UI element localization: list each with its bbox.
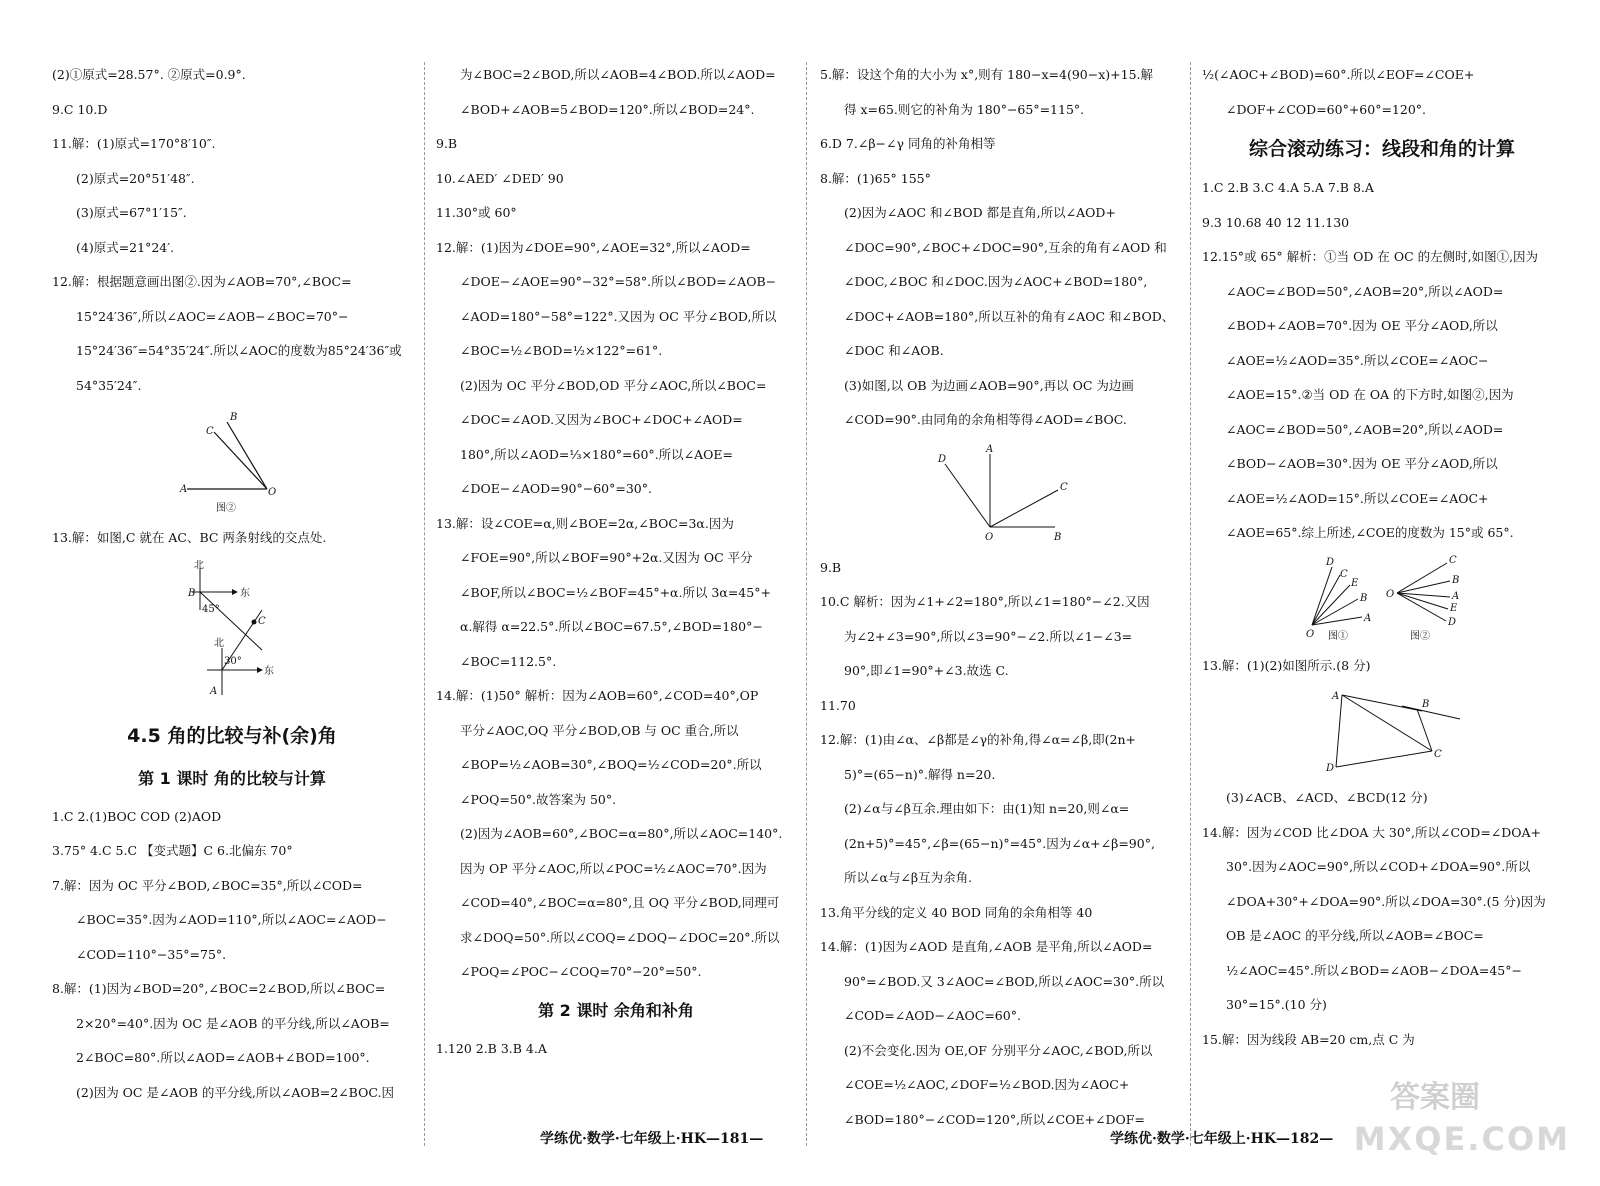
text-line: ½(∠AOC+∠BOD)=60°.所以∠EOF=∠COE+ (1202, 67, 1475, 82)
text-line: ∠BOF,所以∠BOC=½∠BOF=45°+α.所以 3α=45°+ (460, 584, 771, 600)
label-a: A (1332, 691, 1340, 702)
label-b: B (1422, 699, 1430, 710)
column-divider (424, 62, 425, 1146)
text-line: ½∠AOC=45°.所以∠BOD=∠AOB−∠DOA=45°− (1226, 962, 1522, 978)
section-title: 4.5 角的比较与补(余)角 (127, 724, 337, 747)
text-line: 14.解：因为∠COD 比∠DOA 大 30°,所以∠COD=∠DOA+ (1202, 824, 1542, 840)
text-line: 5)°=(65−n)°.解得 n=20. (844, 766, 996, 782)
label-a: A (1364, 612, 1372, 624)
text-line: 9.C 10.D (52, 101, 108, 117)
text-line: 6.D 7.∠β−∠γ 同角的补角相等 (820, 136, 996, 151)
text-line: 10.C 解析：因为∠1+∠2=180°,所以∠1=180°−∠2.又因 (820, 594, 1150, 609)
text-line: 平分∠AOC,OQ 平分∠BOD,OB 与 OC 重合,所以 (460, 722, 739, 738)
text-line: 求∠DOQ=50°.所以∠COQ=∠DOQ−∠DOC=20°.所以 (460, 929, 780, 945)
text-line: ∠BOD−∠AOB=30°.因为 OE 平分∠AOD,所以 (1226, 456, 1498, 471)
text-line: 9.B (820, 559, 842, 575)
text-line: 11.解：(1)原式=170°8′10″. (52, 136, 216, 151)
label-b: B (1360, 592, 1368, 604)
text-line: 因为 OP 平分∠AOC,所以∠POC=½∠AOC=70°.因为 (460, 860, 767, 876)
label-a: A (986, 443, 994, 455)
column-divider (1190, 62, 1191, 1146)
figure-12 (1202, 555, 1562, 645)
label-c: C (1434, 749, 1442, 760)
text-line: ∠POQ=∠POC−∠COQ=70°−20°=50°. (460, 964, 702, 979)
text-line: 10.∠AED′ ∠DED′ 90 (436, 170, 564, 186)
text-line: 11.30°或 60° (436, 205, 517, 220)
text-line: α.解得 α=22.5°.所以∠BOC=67.5°,∠BOD=180°− (460, 619, 763, 634)
text-line: ∠BOD+∠AOB=5∠BOD=120°.所以∠BOD=24°. (460, 101, 755, 117)
text-line: 得 x=65.则它的补角为 180°−65°=115°. (844, 101, 1085, 117)
text-line: 8.解：(1)因为∠BOD=20°,∠BOC=2∠BOD,所以∠BOC= (52, 981, 386, 996)
text-line: ∠AOE=½∠AOD=15°.所以∠COE=∠AOC+ (1226, 490, 1489, 506)
text-line: 2∠BOC=80°.所以∠AOD=∠AOB+∠BOD=100°. (76, 1050, 370, 1065)
text-line: ∠AOE=½∠AOD=35°.所以∠COE=∠AOC− (1226, 352, 1489, 368)
column-3 (820, 58, 1180, 1137)
figure-8 (820, 442, 1180, 547)
text-line: 13.解：设∠COE=α,则∠BOE=2α,∠BOC=3α.因为 (436, 515, 734, 531)
text-line: (2)因为∠AOC 和∠BOD 都是直角,所以∠AOD+ (844, 205, 1116, 220)
label-30: 30° (224, 655, 242, 667)
text-line: 180°,所以∠AOD=⅓×180°=60°.所以∠AOE= (460, 446, 733, 462)
text-line: ∠AOD=180°−58°=122°.又因为 OC 平分∠BOD,所以 (460, 308, 777, 324)
text-line: 15°24′36″,所以∠AOC=∠AOB−∠BOC=70°− (76, 308, 349, 324)
text-line: 3.75° 4.C 5.C 【变式题】C 6.北偏东 70° (52, 843, 293, 858)
figure-caption: 图① (1328, 630, 1348, 642)
text-line: ∠DOC=90°,∠BOC+∠DOC=90°,互余的角有∠AOD 和 (844, 239, 1167, 255)
text-line: (2)因为 OC 平分∠BOD,OD 平分∠AOC,所以∠BOC= (460, 377, 767, 393)
text-line: ∠DOC,∠BOC 和∠DOC.因为∠AOC+∠BOD=180°, (844, 274, 1148, 289)
text-line: 30°.因为∠AOC=90°,所以∠COD+∠DOA=90°.所以 (1226, 859, 1531, 874)
text-line: ∠BOC=112.5°. (460, 653, 557, 669)
text-line: ∠DOE−∠AOE=90°−32°=58°.所以∠BOD=∠AOB− (460, 274, 777, 289)
label-o: O (985, 531, 994, 543)
text-line: (3)如图,以 OB 为边画∠AOB=90°,再以 OC 为边画 (844, 377, 1134, 393)
label-o: O (1306, 628, 1315, 640)
column-divider (806, 62, 807, 1146)
label-c: C (1449, 554, 1457, 566)
text-line: 13.解：(1)(2)如图所示.(8 分) (1202, 657, 1371, 673)
text-line: 为∠BOC=2∠BOD,所以∠AOB=4∠BOD.所以∠AOD= (460, 67, 776, 82)
text-line: ∠COD=40°,∠BOC=α=80°,且 OQ 平分∠BOD,同理可 (460, 895, 780, 910)
watermark-site: MXQE.COM (1353, 1120, 1570, 1158)
label-o: O (268, 487, 277, 498)
label-north-2: 北 (214, 637, 224, 649)
label-45: 45° (202, 603, 220, 615)
text-line: 30°=15°.(10 分) (1226, 997, 1327, 1012)
figure-caption: 图② (216, 503, 236, 514)
text-line: (2)因为∠AOB=60°,∠BOC=α=80°,所以∠AOC=140°. (460, 826, 783, 841)
text-line: (2n+5)°=45°,∠β=(65−n)°=45°.因为∠α+∠β=90°, (844, 835, 1155, 851)
text-line: ∠AOE=15°.②当 OD 在 OA 的下方时,如图②,因为 (1226, 387, 1514, 402)
text-line: 13.角平分线的定义 40 BOD 同角的余角相等 40 (820, 904, 1093, 920)
label-east-1: 东 (240, 587, 250, 599)
text-line: (2)∠α与∠β互余.理由如下：由(1)知 n=20,则∠α= (844, 801, 1130, 816)
text-line: 9.B (436, 136, 458, 151)
figure-2 (52, 407, 412, 517)
text-line: (3)∠ACB、∠ACD、∠BCD(12 分) (1226, 790, 1428, 805)
text-line: ∠DOC 和∠AOB. (844, 343, 944, 358)
label-d: D (938, 453, 947, 465)
text-line: 7.解：因为 OC 平分∠BOD,∠BOC=35°,所以∠COD= (52, 877, 363, 893)
lesson-title: 第 1 课时 角的比较与计算 (138, 768, 326, 788)
text-line: 1.120 2.B 3.B 4.A (436, 1040, 547, 1056)
label-a: A (1452, 590, 1460, 602)
text-line: 12.解：(1)因为∠DOE=90°,∠AOE=32°,所以∠AOD= (436, 239, 751, 255)
label-c: C (1340, 568, 1348, 580)
text-line: ∠BOD=180°−∠COD=120°,所以∠COE+∠DOF= (844, 1111, 1145, 1127)
text-line: 1.C 2.B 3.C 4.A 5.A 7.B 8.A (1202, 180, 1374, 195)
text-line: (2)因为 OC 是∠AOB 的平分线,所以∠AOB=2∠BOC.因 (76, 1084, 394, 1100)
text-line: 所以∠α与∠β互为余角. (844, 870, 973, 885)
text-line: ∠DOC+∠AOB=180°,所以互补的角有∠AOC 和∠BOD、 (844, 308, 1175, 324)
page-footer-left: 学练优·数学·七年级上·HK—181— (540, 1131, 764, 1147)
text-line: 12.15°或 65° 解析：①当 OD 在 OC 的左侧时,如图①,因为 (1202, 249, 1539, 264)
text-line: (2)不会变化.因为 OE,OF 分别平分∠AOC,∠BOD,所以 (844, 1042, 1153, 1058)
text-line: ∠COD=90°.由同角的余角相等得∠AOD=∠BOC. (844, 412, 1127, 427)
section-title: 综合滚动练习：线段和角的计算 (1248, 138, 1515, 160)
text-line: OB 是∠AOC 的平分线,所以∠AOB=∠BOC= (1226, 928, 1484, 943)
text-line: 12.解：根据题意画出图②.因为∠AOB=70°,∠BOC= (52, 274, 352, 289)
label-c: C (258, 615, 266, 627)
text-line: ∠DOE−∠AOD=90°−60°=30°. (460, 481, 652, 496)
text-line: ∠AOC=∠BOD=50°,∠AOB=20°,所以∠AOD= (1226, 421, 1504, 437)
label-d: D (1448, 616, 1457, 628)
figure-caption: 图② (1410, 630, 1430, 642)
text-line: ∠DOA+30°+∠DOA=90°.所以∠DOA=30°.(5 分)因为 (1226, 893, 1546, 909)
text-line: 13.解：如图,C 就在 AC、BC 两条射线的交点处. (52, 530, 327, 545)
text-line: 8.解：(1)65° 155° (820, 170, 931, 186)
text-line: ∠AOE=65°.综上所述,∠COE的度数为 15°或 65°. (1226, 525, 1514, 540)
figure-13 (1202, 687, 1562, 777)
text-line: 90°,即∠1=90°+∠3.故选 C. (844, 663, 1009, 678)
label-east-2: 东 (264, 665, 274, 677)
label-e: E (1450, 602, 1458, 614)
label-c: C (1060, 481, 1068, 493)
text-line: (2)①原式=28.57°. ②原式=0.9°. (52, 67, 246, 82)
text-line: ∠COD=110°−35°=75°. (76, 946, 227, 962)
label-a: A (210, 685, 218, 697)
text-line: (4)原式=21°24′. (76, 239, 175, 255)
text-line: ∠DOC=∠AOD.又因为∠BOC+∠DOC+∠AOD= (460, 412, 743, 427)
text-line: ∠COD=∠AOD−∠AOC=60°. (844, 1008, 1021, 1023)
figure-13-direction (52, 560, 412, 710)
page-footer-right: 学练优·数学·七年级上·HK—182— (1110, 1131, 1334, 1147)
label-a: A (180, 484, 188, 495)
text-line: ∠BOC=35°.因为∠AOD=110°,所以∠AOC=∠AOD− (76, 912, 387, 927)
label-b: B (230, 412, 238, 423)
text-line: ∠AOC=∠BOD=50°,∠AOB=20°,所以∠AOD= (1226, 283, 1504, 299)
text-line: (3)原式=67°1′15″. (76, 205, 187, 220)
text-line: 14.解：(1)50° 解析：因为∠AOB=60°,∠COD=40°,OP (436, 688, 759, 703)
label-c: C (206, 426, 214, 437)
text-line: ∠COE=½∠AOC,∠DOF=½∠BOD.因为∠AOC+ (844, 1077, 1130, 1092)
column-1 (52, 58, 412, 1110)
label-e: E (1351, 577, 1359, 589)
text-line: 15°24′36″=54°35′24″.所以∠AOC的度数为85°24′36″或 (76, 343, 402, 358)
text-line: ∠BOP=½∠AOB=30°,∠BOQ=½∠COD=20°.所以 (460, 757, 762, 772)
text-line: ∠FOE=90°,所以∠BOF=90°+2α.又因为 OC 平分 (460, 550, 753, 565)
text-line: 54°35′24″. (76, 377, 142, 393)
watermark-badge: 答案圈 (1390, 1080, 1480, 1115)
label-d: D (1326, 556, 1335, 568)
label-b: B (1054, 531, 1062, 543)
label-b: B (1452, 574, 1460, 586)
text-line: ∠BOD+∠AOB=70°.因为 OE 平分∠AOD,所以 (1226, 318, 1498, 333)
text-line: 5.解：设这个角的大小为 x°,则有 180−x=4(90−x)+15.解 (820, 67, 1153, 82)
lesson-title: 第 2 课时 余角和补角 (538, 1000, 694, 1020)
label-o: O (1386, 588, 1395, 600)
text-line: ∠POQ=50°.故答案为 50°. (460, 791, 617, 807)
text-line: 为∠2+∠3=90°,所以∠3=90°−∠2.所以∠1−∠3= (844, 628, 1133, 644)
text-line: 14.解：(1)因为∠AOD 是直角,∠AOB 是平角,所以∠AOD= (820, 939, 1153, 954)
label-north-1: 北 (194, 559, 204, 571)
text-line: 12.解：(1)由∠α、∠β都是∠γ的补角,得∠α=∠β,即(2n+ (820, 732, 1137, 747)
text-line: ∠DOF+∠COD=60°+60°=120°. (1226, 101, 1427, 117)
text-line: 2×20°=40°.因为 OC 是∠AOB 的平分线,所以∠AOB= (76, 1015, 390, 1031)
label-d: D (1326, 763, 1335, 774)
column-2 (436, 58, 796, 1066)
text-line: 1.C 2.(1)BOC COD (2)AOD (52, 808, 222, 824)
text-line: 11.70 (820, 697, 856, 713)
text-line: 90°=∠BOD.又 3∠AOC=∠BOD,所以∠AOC=30°.所以 (844, 973, 1165, 989)
label-b: B (188, 587, 196, 599)
text-line: ∠BOC=½∠BOD=½×122°=61°. (460, 343, 663, 358)
text-line: (2)原式=20°51′48″. (76, 170, 195, 186)
text-line: 9.3 10.68 40 12 11.130 (1202, 214, 1350, 230)
text-line: 15.解：因为线段 AB=20 cm,点 C 为 (1202, 1031, 1415, 1047)
column-4 (1202, 58, 1562, 1057)
